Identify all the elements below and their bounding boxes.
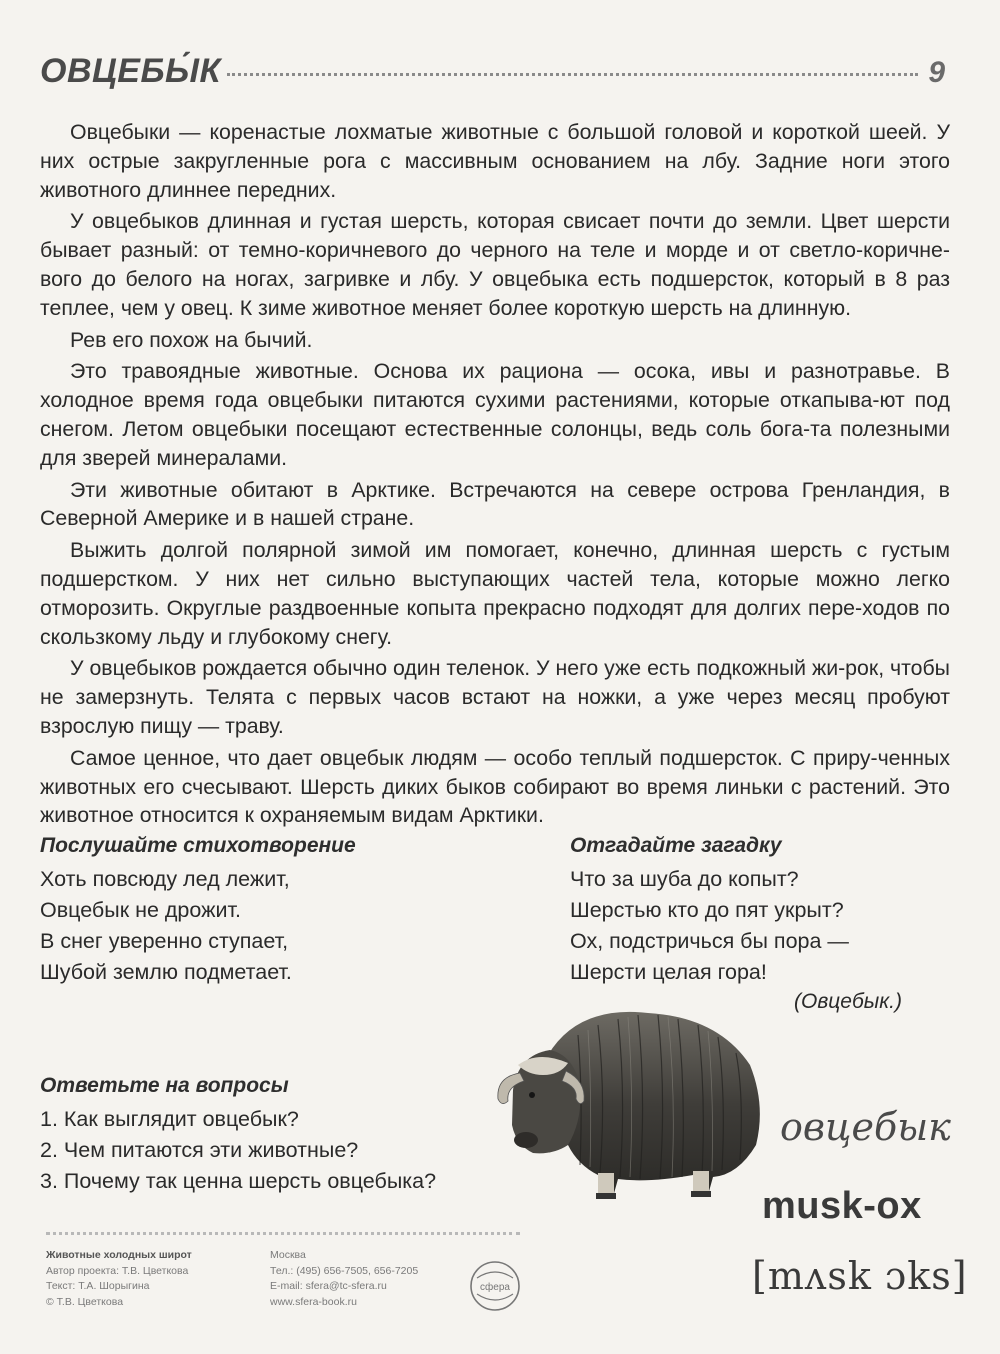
poem-line: Хоть повсюду лед лежит, bbox=[40, 867, 290, 891]
paragraph: Это травоядные животные. Основа их рациона — осока, ивы и разнотравье. В холодное время года овцебыки питаются сухими растениями, которые откапыва-ют под снегом. Летом овцебыки посещают естественные солонцы, ведь соль бога-та полезными для зверей минералами. bbox=[40, 359, 950, 470]
sfera-logo bbox=[467, 1258, 523, 1314]
question-item: 3. Почему так ценна шерсть овцебыка? bbox=[40, 1169, 437, 1193]
series-title: Животные холодных широт bbox=[46, 1249, 192, 1261]
transcription: [mʌsk ɔks] bbox=[752, 1254, 968, 1298]
poem-line: Овцебык не дрожит. bbox=[40, 898, 241, 922]
city: Москва bbox=[270, 1249, 306, 1261]
riddle-line: Шерсти целая гора! bbox=[570, 960, 767, 984]
article-body bbox=[40, 118, 950, 833]
paragraph: Эти животные обитают в Арктике. Встречаются на севере острова Гренландия, в Северной Америке и в нашей стране. bbox=[40, 477, 950, 531]
copyright: © Т.В. Цветкова bbox=[46, 1295, 124, 1308]
poem-line: Шубой землю подметает. bbox=[40, 960, 292, 984]
logo-text: сфера bbox=[480, 1282, 510, 1293]
footer-contacts bbox=[270, 1248, 460, 1310]
page-title: ОВЦЕБЫ́К bbox=[40, 52, 221, 90]
paragraph: Самое ценное, что дает овцебык людям — особо теплый подшерсток. С приру-ченных животных его счесывают. Шерсть диких быков собирают во время линьки с растений. Это животное относится к охраняемым видам Арктики. bbox=[40, 745, 950, 828]
header-dotted-leader bbox=[227, 73, 918, 76]
website: www.sfera-book.ru bbox=[270, 1295, 357, 1308]
paragraph: Выжить долгой полярной зимой им помогает, конечно, длинная шерсть с густым подшерстком. У них нет сильно выступающих частей тела, которые можно легко отморозить. Округлые раздвоенные копыта прекрасно подходят для долгих пере-ходов по скользкому льду и глубокому снегу. bbox=[40, 538, 950, 649]
paragraph: Овцебыки — коренастые лохматые животные с большой головой и короткой шеей. У них острые закругленные рога с массивным основанием на лбу. Задние ноги этого животного длиннее передних. bbox=[40, 120, 950, 202]
page-header bbox=[40, 52, 945, 98]
riddle-line: Ох, подстричься бы пора — bbox=[570, 929, 849, 953]
riddle-heading: Отгадайте загадку bbox=[570, 834, 782, 857]
riddle-line: Что за шуба до копыт? bbox=[570, 867, 799, 891]
riddle-section bbox=[570, 832, 930, 1014]
project-author: Автор проекта: Т.В. Цветкова bbox=[46, 1264, 189, 1277]
riddle-line: Шерстью кто до пят укрыт? bbox=[570, 898, 844, 922]
musk-ox-illustration bbox=[488, 995, 768, 1205]
text-author: Текст: Т.А. Шорыгина bbox=[46, 1280, 150, 1292]
question-item: 2. Чем питаются эти животные? bbox=[40, 1138, 359, 1162]
question-item: 1. Как выглядит овцебык? bbox=[40, 1107, 299, 1131]
questions-heading: Ответьте на вопросы bbox=[40, 1074, 289, 1097]
poem-section bbox=[40, 832, 520, 988]
email: E-mail: sfera@tc-sfera.ru bbox=[270, 1280, 387, 1292]
page-number: 9 bbox=[928, 56, 945, 89]
poem-line: В снег уверенно ступает, bbox=[40, 929, 289, 953]
english-word: musk-ox bbox=[762, 1185, 922, 1227]
footer-credits bbox=[46, 1248, 246, 1310]
paragraph: Рев его похож на бычий. bbox=[70, 327, 313, 352]
questions-section bbox=[40, 1072, 520, 1197]
paragraph: У овцебыков длинная и густая шерсть, которая свисает почти до земли. Цвет шерсти бывает разный: от темно-коричневого до черного на теле и морде и от светло-коричне-вого до белого на ногах, загривке и лбу. У овцебыка есть подшерсток, который в 8 раз теплее, чем у овец. К зиме животное меняет более короткую шерсть на длинную. bbox=[40, 209, 950, 320]
riddle-answer: (Овцебык.) bbox=[794, 990, 902, 1013]
cursive-word-text: овцебык bbox=[780, 1105, 951, 1149]
phone: Тел.: (495) 656-7505, 656-7205 bbox=[270, 1264, 419, 1277]
cursive-word bbox=[775, 1100, 955, 1160]
paragraph: У овцебыков рождается обычно один теленок. У него уже есть подкожный жи-рок, чтобы не замерзнуть. Телята с первых часов встают на ножки, а уже через месяц пробуют взрослую пищу — траву. bbox=[40, 656, 950, 738]
footer-divider bbox=[46, 1232, 520, 1235]
poem-heading: Послушайте стихотворение bbox=[40, 834, 356, 857]
